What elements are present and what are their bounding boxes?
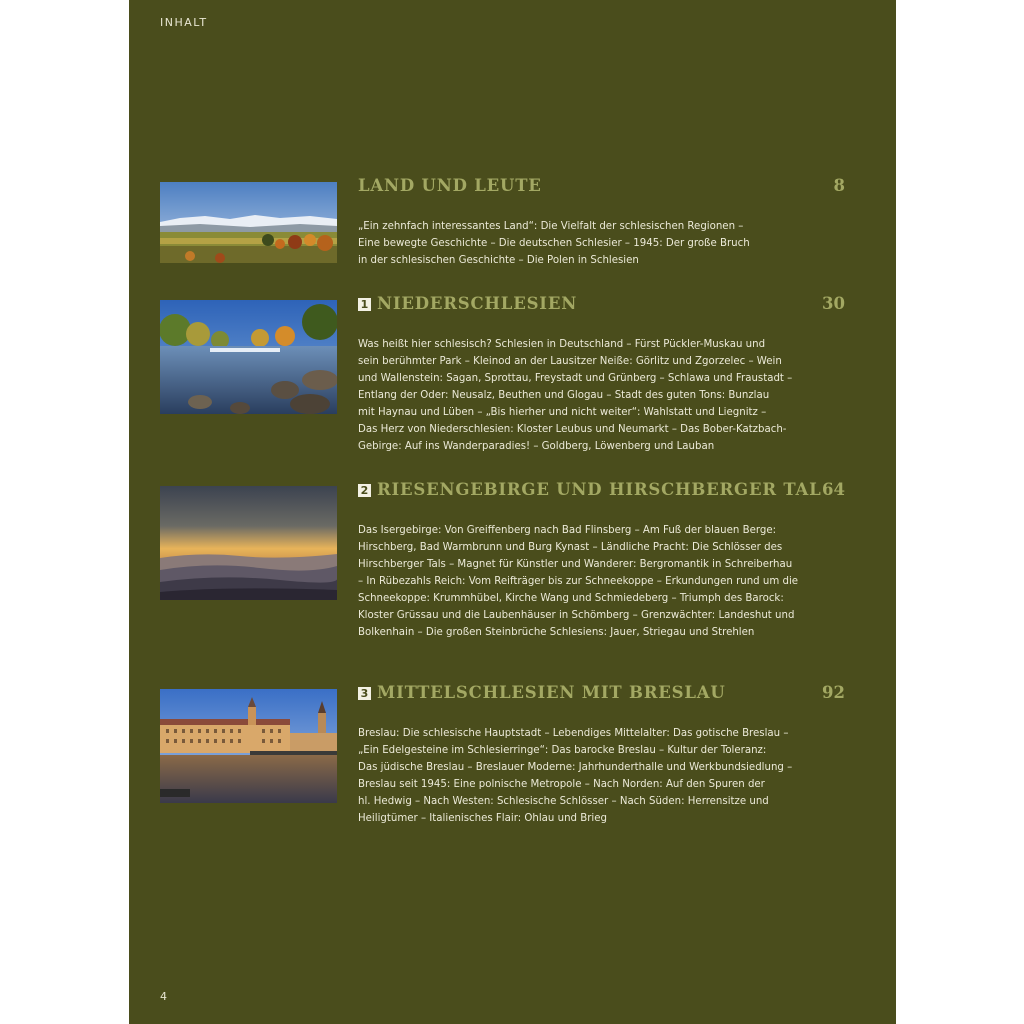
section-page-number: 8 — [833, 176, 845, 195]
section-image — [160, 486, 337, 600]
description-line: und Wallenstein: Sagan, Sprottau, Freystadt und Grünberg – Schlawa und Fraustadt – — [358, 373, 793, 384]
description-line: „Ein zehnfach interessantes Land“: Die Vielfalt der schlesischen Regionen – — [358, 221, 744, 232]
section-image — [160, 300, 337, 414]
description-line: Eine bewegte Geschichte – Die deutschen Schlesier – 1945: Der große Bruch — [358, 238, 750, 249]
section-number-box: 1 — [358, 298, 371, 311]
description-line: Gebirge: Auf ins Wanderparadies! – Goldberg, Löwenberg und Lauban — [358, 441, 715, 452]
description-line: Kloster Grüssau und die Laubenhäuser in Schömberg – Grenzwächter: Landeshut und — [358, 610, 795, 621]
section-title: 1 NIEDERSCHLESIEN — [358, 294, 577, 313]
section-page-number: 30 — [822, 294, 845, 313]
description-line: Entlang der Oder: Neusalz, Beuthen und Glogau – Stadt des guten Tons: Bunzlau — [358, 390, 770, 401]
section-title: LAND UND LEUTE — [358, 176, 542, 195]
description-line: in der schlesischen Geschichte – Die Polen in Schlesien — [358, 255, 639, 266]
description-line: Das jüdische Breslau – Breslauer Moderne: Jahrhunderthalle und Werkbundsiedlung – — [358, 762, 793, 773]
section-description — [358, 336, 818, 455]
description-line: Das Herz von Niederschlesien: Kloster Leubus und Neumarkt – Das Bober-Katzbach- — [358, 424, 787, 435]
section-description — [358, 522, 818, 641]
page-number: 4 — [160, 990, 167, 1003]
description-line: sein berühmter Park – Kleinod an der Lausitzer Neiße: Görlitz und Zgorzelec – Wein — [358, 356, 782, 367]
section-image — [160, 182, 337, 263]
page-header-label: INHALT — [160, 16, 208, 29]
section-description — [358, 725, 818, 827]
section-page-number: 64 — [822, 480, 845, 499]
description-line: Hirschberger Tals – Magnet für Künstler und Wanderer: Bergromantik in Schreiberhau — [358, 559, 793, 570]
description-line: Hirschberg, Bad Warmbrunn und Burg Kynast – Ländliche Pracht: Die Schlösser des — [358, 542, 783, 553]
section-number-box: 2 — [358, 484, 371, 497]
description-line: „Ein Edelgesteine im Schlesierringe“: Das barocke Breslau – Kultur der Toleranz: — [358, 745, 767, 756]
description-line: mit Haynau und Lüben – „Bis hierher und nicht weiter“: Wahlstatt und Liegnitz – — [358, 407, 767, 418]
description-line: Schneekoppe: Krummhübel, Kirche Wang und Schmiedeberg – Triumph des Barock: — [358, 593, 784, 604]
description-line: Heiligtümer – Italienisches Flair: Ohlau und Brieg — [358, 813, 607, 824]
description-line: Breslau seit 1945: Eine polnische Metropole – Nach Norden: Auf den Spuren der — [358, 779, 765, 790]
section-title: 2 RIESENGEBIRGE UND HIRSCHBERGER TAL — [358, 480, 822, 499]
description-line: Bolkenhain – Die großen Steinbrüche Schlesiens: Jauer, Striegau und Strehlen — [358, 627, 755, 638]
description-line: – In Rübezahls Reich: Vom Reifträger bis zur Schneekoppe – Erkundungen rund um die — [358, 576, 799, 587]
toc-page — [129, 0, 896, 1024]
description-line: hl. Hedwig – Nach Westen: Schlesische Schlösser – Nach Süden: Herrensitze und — [358, 796, 769, 807]
description-line: Breslau: Die schlesische Hauptstadt – Lebendiges Mittelalter: Das gotische Breslau – — [358, 728, 789, 739]
section-title: 3 MITTELSCHLESIEN MIT BRESLAU — [358, 683, 726, 702]
section-number-box: 3 — [358, 687, 371, 700]
section-description — [358, 218, 818, 269]
section-image — [160, 689, 337, 803]
section-page-number: 92 — [822, 683, 845, 702]
description-line: Was heißt hier schlesisch? Schlesien in Deutschland – Fürst Pückler-Muskau und — [358, 339, 766, 350]
description-line: Das Isergebirge: Von Greiffenberg nach Bad Flinsberg – Am Fuß der blauen Berge: — [358, 525, 777, 536]
